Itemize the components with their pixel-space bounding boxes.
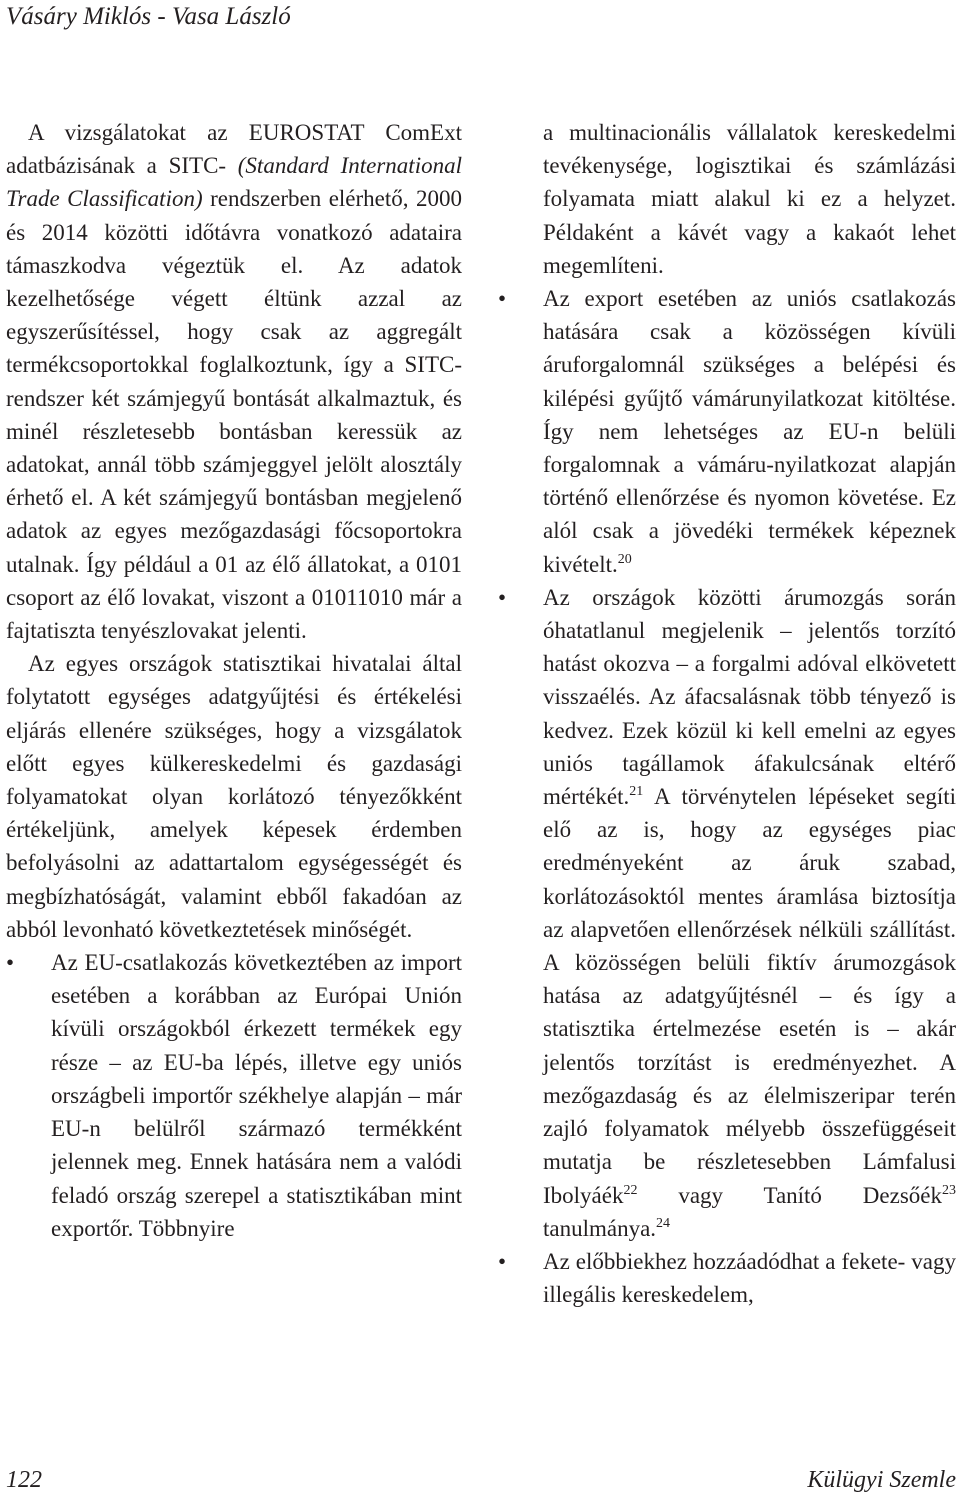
footnote-ref: 23 [942,1182,956,1198]
left-column [6,116,462,1245]
journal-name: Külügyi Szemle [807,1467,956,1493]
list-item [498,581,956,1245]
list-item-text: Az előbbiekhez hozzáadódhat a fekete- vagy illegális kereskedelem, [543,1248,956,1308]
right-column [498,116,956,1311]
sitc-italic-term: (Standard International Trade Classification) [6,153,462,212]
footnote-ref: 21 [629,784,644,800]
list-item-text: vagy Tanító Dezsőék [637,1182,942,1208]
footnote-ref: 22 [623,1182,638,1198]
list-item-text: tanulmánya. [543,1215,657,1241]
bullet-icon: • [498,286,507,312]
list-item [498,282,956,581]
running-head-authors: Vásáry Miklós - Vasa László [6,3,291,30]
list-item-text: Az országok közötti árumozgás során óhatatlanul megjelenik – jelentős torzító hatást okozva – a forgalmi adóval elkövetett visszaélés. Az áfacsalásnak több tényező is kedvez. Ezek közül ki kell emelni az egyes uniós tagállamok áfakulcsának eltérő mértékét. [543,584,956,810]
bullet-icon: • [498,1248,507,1274]
list-item-text: Az EU-csatlakozás következtében az import esetében a korábban az Európai Unión kívüli országokból érkezett termékek egy része – az EU-ba lépés, illetve egy uniós országbeli importőr székhelye alapján – már EU-n belülről származó termékként jelennek meg. Ennek hatására nem a valódi feladó ország szerepel a statisztikában mint exportőr. Többnyire [51,950,462,1241]
page-number: 122 [6,1467,42,1493]
paragraph-continuation: a multinacionális vállalatok kereskedelmi tevékenysége, logisztikai és számlázási folyamata miatt alakul ki ez a helyzet. Példaként a kávét vagy a kakaót lehet megemlíteni. [543,120,956,278]
list-item [6,946,462,1245]
paragraph-text: rendszerben elérhető, 2000 és 2014 közötti időtávra vonatkozó adataira támaszkodva végeztük el. Az adatok kezelhetősége végett éltünk azzal az egyszerűsítéssel, hogy csak az aggregált termékcsoportokkal foglalkoztunk, így a SITC-rendszer két számjegyű bontását alkalmaztuk, és minél részletesebb bontásban keressük az adatokat, annál több számjeggyel jelölt alosztály érhető el. A két számjegyű bontásban megjelenő adatok az egyes mezőgazdasági főcsoportokra utalnak. Így például a 01 az élő állatokat, a 0101 csoport az élő lovakat, viszont a 01011010 már a fajtatiszta tenyészlovakat jelenti. [6,186,462,644]
footnote-ref: 24 [656,1215,671,1231]
footnote-ref: 20 [617,551,632,567]
list-item [498,1245,956,1311]
paragraph-text: A vizsgálatokat az EUROSTAT ComExt adatbázisának a SITC- [6,120,462,179]
bullet-icon: • [6,950,15,976]
paragraph-limiting-factors: Az egyes országok statisztikai hivatalai által folytatott egységes adatgyűjtési és értékelési eljárás ellenére szükséges, hogy a vizsgálatok előtt egyes külkereskedelmi és gazdasági folyamatokat olyan korlátozó tényezőkként értékeljünk, amelyek képesek érdemben befolyásolni az adattartalom egységességét és megbízhatóságát, valamint ebből fakadóan az abból levonható következtetések minőségét. [6,651,462,942]
list-item-text: A törvénytelen lépéseket segíti elő az is, hogy az egységes piac eredményeként az áruk szabad, korlátozásoktól mentes áramlása biztosítja az alapvetően ellenőrzések nélküli szállítást. A közösségen belüli fiktív árumozgások hatása az adatgyűjtésnél – és így a statisztika értelmezése esetén is – akár jelentős torzítást is eredményezhet. A mezőgazdaság és az élelmiszeripar terén zajló folyamatok mélyebb összefüggéseit mutatja be részletesebben Lámfalusi Ibolyáék [543,784,956,1208]
list-item-text: Az export esetében az uniós csatlakozás hatására csak a közösségen kívüli áruforgalomnál szükséges a belépési és kilépési gyűjtő vámárunyilatkozat kitöltése. Így nem lehetséges az EU-n belüli forgalomnak a vámáru-nyilatkozat alapján történő ellenőrzése és nyomon követése. Ez alól csak a jövedéki termékek képeznek kivételt. [543,286,956,577]
paragraph-methodology [6,116,462,647]
bullet-icon: • [498,584,507,610]
